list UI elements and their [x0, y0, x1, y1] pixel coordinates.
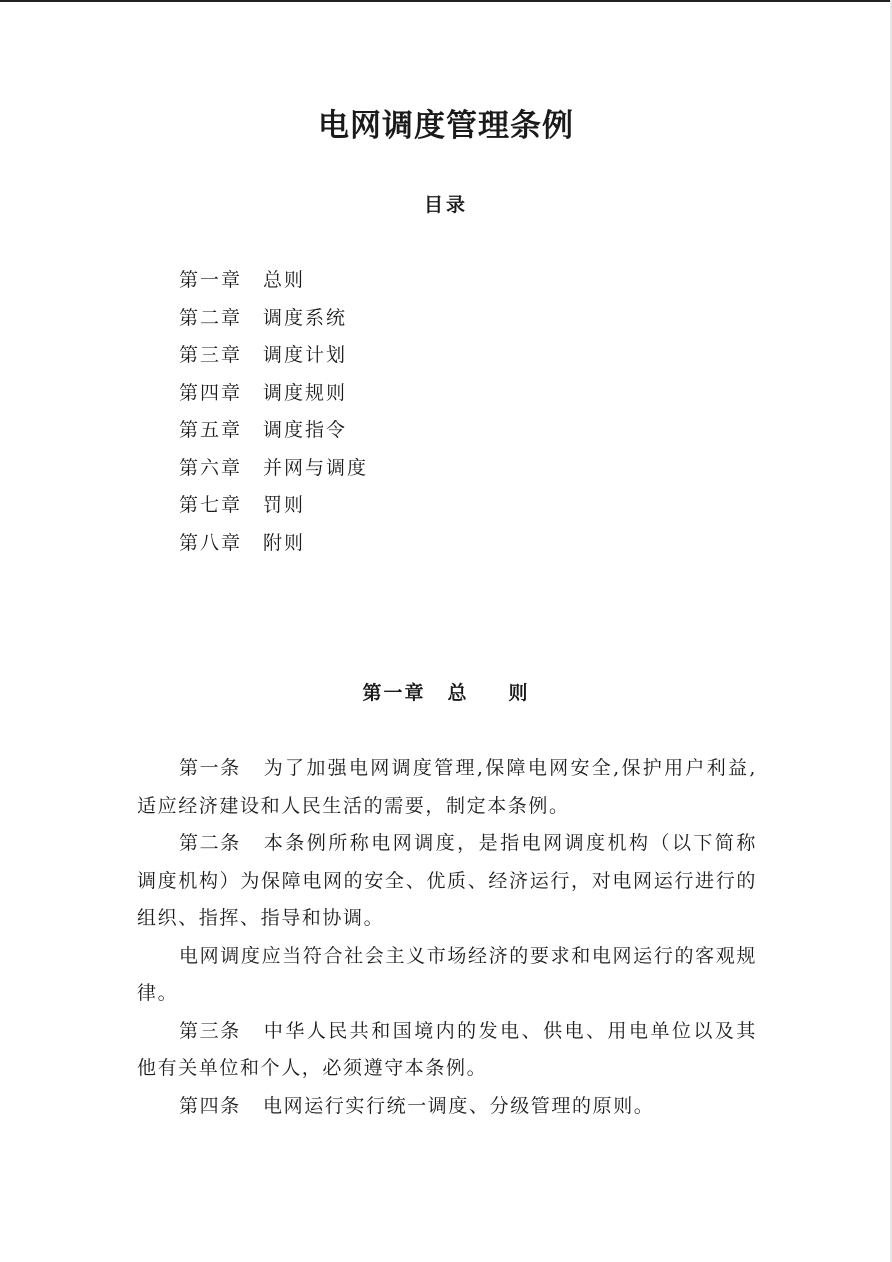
article-text: 为了加强电网调度管理,保障电网安全,保护用户利益,适应经济建设和人民生活的需要，制定本条例。	[137, 757, 757, 817]
article-paragraph	[137, 825, 757, 938]
toc-item[interactable]	[179, 375, 368, 413]
toc-item-number: 第八章	[179, 531, 243, 554]
page-top-border	[0, 0, 892, 2]
toc-item-title: 调度指令	[263, 419, 348, 441]
article-text: 本条例所称电网调度，是指电网调度机构（以下简称调度机构）为保障电网的安全、优质、经济运行，对电网运行进行的组织、指挥、指导和协调。	[137, 832, 757, 929]
toc-item[interactable]	[179, 487, 368, 525]
toc-item-number: 第二章	[179, 306, 243, 329]
article-paragraph	[137, 750, 757, 825]
toc-item-title: 总则	[263, 269, 306, 291]
chapter-title-part2: 则	[508, 682, 530, 704]
toc-item-number: 第六章	[179, 456, 243, 479]
toc-item-title: 调度规则	[263, 381, 348, 404]
toc-item-title: 调度计划	[263, 344, 348, 366]
article-paragraph	[137, 938, 757, 1013]
toc-item[interactable]	[179, 262, 368, 300]
toc-item-title: 并网与调度	[263, 456, 369, 479]
chapter-number: 第一章	[362, 682, 426, 704]
document-title: 电网调度管理条例	[318, 108, 574, 144]
toc-item[interactable]	[179, 337, 368, 375]
article-text: 电网运行实行统一调度、分级管理的原则。	[263, 1094, 655, 1117]
toc-item-number: 第一章	[179, 269, 243, 291]
article-number: 第四条	[179, 1094, 241, 1117]
article-paragraph	[137, 1013, 757, 1088]
table-of-contents	[179, 262, 368, 562]
toc-item-title: 调度系统	[263, 306, 348, 329]
article-number: 第二条	[179, 832, 241, 854]
article-text: 中华人民共和国境内的发电、供电、用电单位以及其他有关单位和个人，必须遵守本条例。	[137, 1019, 757, 1079]
chapter-heading	[0, 680, 892, 706]
chapter-title-part1: 总	[447, 682, 469, 704]
toc-item[interactable]	[179, 300, 368, 338]
article-number: 第一条	[179, 757, 241, 779]
chapter-body	[137, 750, 757, 1125]
toc-item[interactable]	[179, 450, 368, 488]
toc-item[interactable]	[179, 525, 368, 563]
toc-item[interactable]	[179, 412, 368, 450]
toc-item-title: 罚则	[263, 494, 306, 516]
article-paragraph	[137, 1088, 757, 1126]
toc-item-number: 第四章	[179, 381, 243, 404]
article-number: 第三条	[179, 1019, 241, 1042]
toc-item-number: 第五章	[179, 419, 243, 441]
toc-heading: 目录	[423, 194, 468, 216]
toc-item-number: 第三章	[179, 344, 243, 366]
toc-item-title: 附则	[263, 531, 306, 554]
article-text: 电网调度应当符合社会主义市场经济的要求和电网运行的客观规律。	[137, 944, 757, 1004]
toc-item-number: 第七章	[179, 494, 243, 516]
